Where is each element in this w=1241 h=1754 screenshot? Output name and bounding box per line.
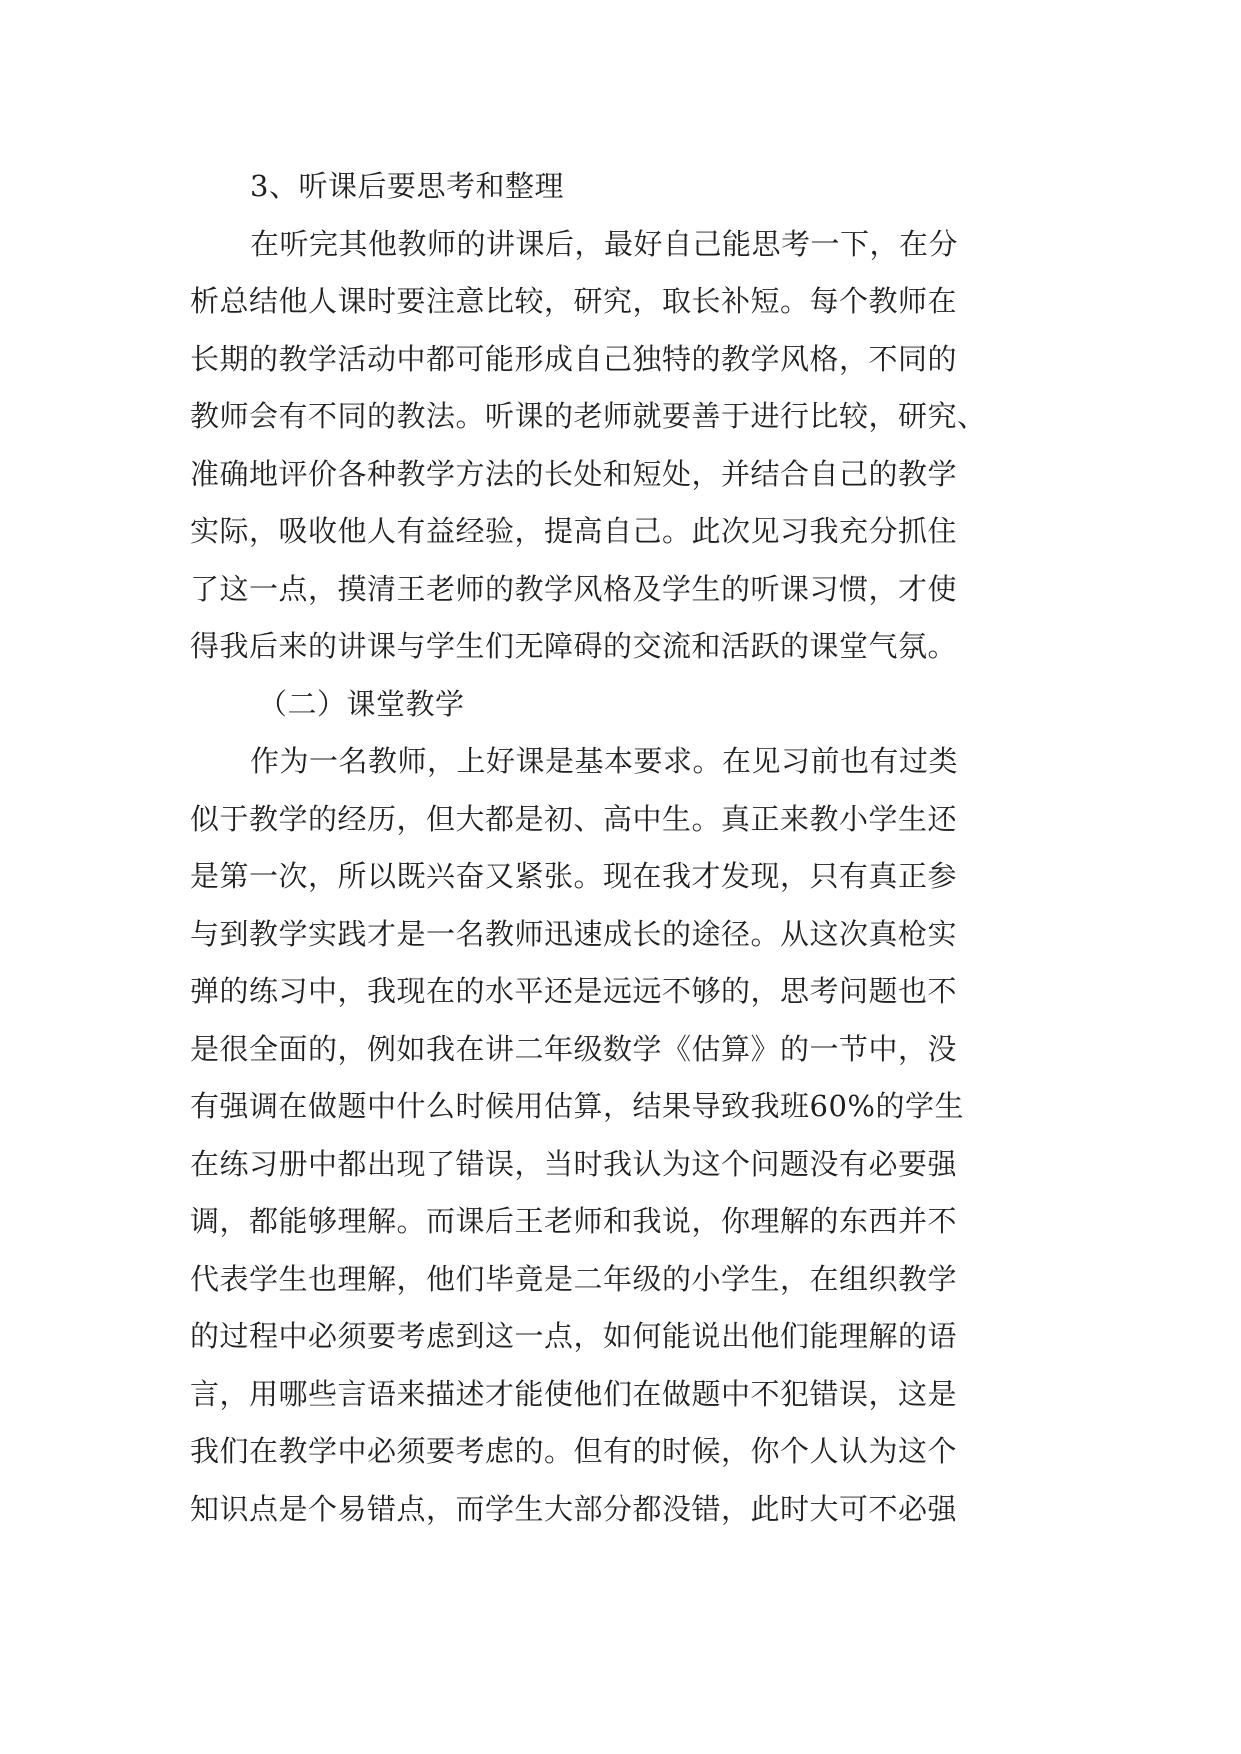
paragraph-line: 准确地评价各种教学方法的长处和短处，并结合自己的教学 (190, 457, 958, 491)
paragraph-line: 析总结他人课时要注意比较，研究，取长补短。每个教师在 (190, 284, 958, 318)
paragraph-line: 在练习册中都出现了错误，当时我认为这个问题没有必要强 (190, 1147, 958, 1181)
paragraph-line: 长期的教学活动中都可能形成自己独特的教学风格，不同的 (190, 342, 958, 376)
paragraph-line: 弹的练习中，我现在的水平还是远远不够的，思考问题也不 (190, 974, 958, 1008)
paragraph-line: 了这一点，摸清王老师的教学风格及学生的听课习惯，才使 (190, 572, 958, 606)
paragraph-line: 实际，吸收他人有益经验，提高自己。此次见习我充分抓住 (190, 514, 958, 548)
paragraph-line: 代表学生也理解，他们毕竟是二年级的小学生，在组织教学 (190, 1262, 958, 1296)
section-heading-classroom-teaching: （二）课堂教学 (258, 687, 465, 721)
paragraph-line: 教师会有不同的教法。听课的老师就要善于进行比较，研究、 (190, 399, 987, 433)
section-heading-3: 3、听课后要思考和整理 (250, 169, 564, 203)
paragraph-line: 似于教学的经历，但大都是初、高中生。真正来教小学生还 (190, 802, 958, 836)
paragraph-line: 作为一名教师，上好课是基本要求。在见习前也有过类 (250, 744, 959, 778)
paragraph-line: 我们在教学中必须要考虑的。但有的时候，你个人认为这个 (190, 1434, 958, 1468)
paragraph-line: 言，用哪些言语来描述才能使他们在做题中不犯错误，这是 (190, 1377, 958, 1411)
paragraph-line: 调，都能够理解。而课后王老师和我说，你理解的东西并不 (190, 1204, 958, 1238)
paragraph-line: 是很全面的，例如我在讲二年级数学《估算》的一节中，没 (190, 1032, 958, 1066)
paragraph-line: 知识点是个易错点，而学生大部分都没错，此时大可不必强 (190, 1492, 958, 1526)
paragraph-line: 与到教学实践才是一名教师迅速成长的途径。从这次真枪实 (190, 917, 958, 951)
paragraph-line: 在听完其他教师的讲课后，最好自己能思考一下，在分 (250, 227, 959, 261)
paragraph-line: 得我后来的讲课与学生们无障碍的交流和活跃的课堂气氛。 (190, 629, 958, 663)
paragraph-line: 有强调在做题中什么时候用估算，结果导致我班60%的学生 (190, 1089, 964, 1123)
paragraph-line: 是第一次，所以既兴奋又紧张。现在我才发现，只有真正参 (190, 859, 958, 893)
paragraph-line: 的过程中必须要考虑到这一点，如何能说出他们能理解的语 (190, 1319, 958, 1353)
